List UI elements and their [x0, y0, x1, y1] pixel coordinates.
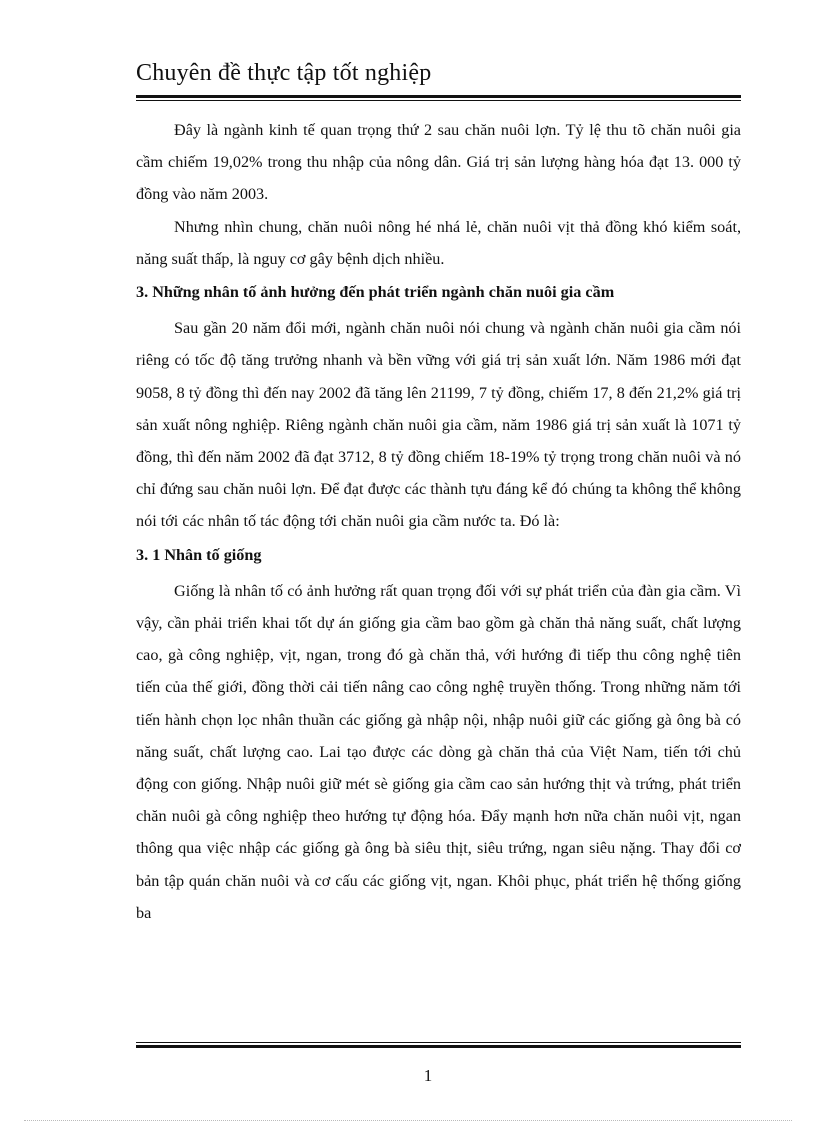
- subsection-heading: 3. 1 Nhân tố giống: [136, 545, 262, 564]
- paragraph: Nhưng nhìn chung, chăn nuôi nông hé nhá lẻ, chăn nuôi vịt thả đồng khó kiểm soát, năng suất thấp, là nguy cơ gây bệnh dịch nhiều.: [136, 217, 741, 268]
- document-body: [136, 114, 741, 929]
- section-heading: 3. Những nhân tố ảnh hưởng đến phát triển ngành chăn nuôi gia cầm: [136, 283, 615, 302]
- page-number: 1: [423, 1066, 433, 1085]
- paragraph: Sau gần 20 năm đổi mới, ngành chăn nuôi nói chung và ngành chăn nuôi gia cầm nói riêng có tốc độ tăng trưởng nhanh và bền vững với giá trị sản xuất lớn. Năm 1986 mới đạt 9058, 8 tỷ đồng thì đến nay 2002 đã tăng lên 21199, 7 tỷ đồng, chiếm 17, 8 đến 21,2% giá trị sản xuất nông nghiệp. Riêng ngành chăn nuôi gia cầm, năm 1986 giá trị sản xuất là 1071 tỷ đồng, thì đến năm 2002 đã đạt 3712, 8 tỷ đồng chiếm 18-19% tỷ trọng trong chăn nuôi và nó chỉ đứng sau chăn nuôi lợn. Để đạt được các thành tựu đáng kể đó chúng ta không thể không nói tới các nhân tố tác động tới chăn nuôi gia cầm nước ta. Đó là:: [136, 319, 741, 531]
- header-double-rule: [136, 95, 741, 101]
- paragraph: Giống là nhân tố có ảnh hưởng rất quan trọng đối với sự phát triển của đàn gia cầm. Vì vậy, cần phải triển khai tốt dự án giống gia cầm bao gồm gà chăn thả năng suất, chất lượng cao, gà công nghiệp, vịt, ngan, trong đó gà chăn thả, với hướng đi tiếp thu công nghệ tiên tiến của thế giới, đồng thời cải tiến nâng cao công nghệ truyền thống. Trong những năm tới tiến hành chọn lọc nhân thuần các giống gà nhập nội, nhập nuôi giữ các giống gà ông bà có năng suất, chất lượng cao. Lai tạo được các dòng gà chăn thả của Việt Nam, tiến tới chủ động con giống. Nhập nuôi giữ mét sè giống gia cầm cao sản hướng thịt và trứng, phát triển chăn nuôi gà công nghiệp theo hướng tự động hóa. Đẩy mạnh hơn nữa chăn nuôi vịt, ngan thông qua việc nhập các giống gà ông bà siêu thịt, siêu trứng, ngan siêu nặng. Thay đổi cơ bản tập quán chăn nuôi và cơ cấu các giống vịt, ngan. Khôi phục, phát triển hệ thống giống ba: [136, 581, 741, 922]
- page-boundary: [24, 1120, 792, 1121]
- header-title: Chuyên đề thực tập tốt nghiệp: [136, 60, 432, 86]
- footer-double-rule: [136, 1042, 741, 1048]
- paragraph: Đây là ngành kinh tế quan trọng thứ 2 sau chăn nuôi lợn. Tỷ lệ thu tõ chăn nuôi gia cầm chiếm 19,02% trong thu nhập của nông dân. Giá trị sản lượng hàng hóa đạt 13. 000 tỷ đồng vào năm 2003.: [136, 121, 741, 204]
